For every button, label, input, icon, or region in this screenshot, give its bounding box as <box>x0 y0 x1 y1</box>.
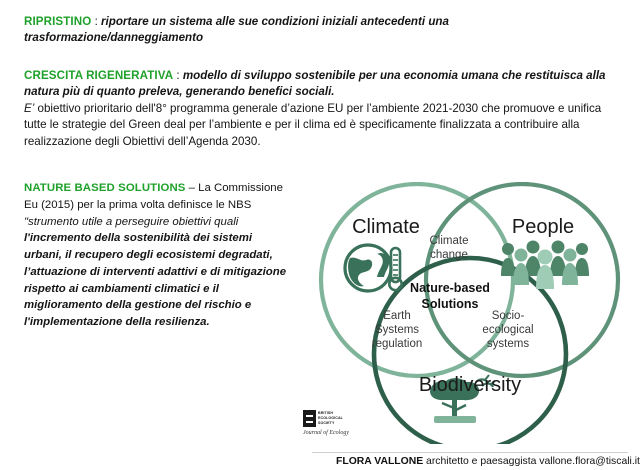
logo-line-1: BRITISH <box>318 411 334 416</box>
paragraph-crescita-rigenerativa <box>24 68 624 150</box>
footer-author-name: FLORA VALLONE <box>336 456 424 467</box>
nbs-quote-bold: l'incremento della sostenibilità dei sistemi urbani, il recupero degli ecosistemi degradati, l’attuazione di interventi adattivi e di mitigazione rispetto ai cambiamenti climatici e il miglioramento della gestione del rischio e l'implementazione della resilienza. <box>24 232 287 329</box>
footer-divider <box>312 452 628 453</box>
venn-label-climate-change <box>430 235 469 261</box>
venn-label-biodiversity: Biodiversity <box>418 374 522 396</box>
term-crescita: CRESCITA RIGENERATIVA <box>24 69 174 82</box>
logo-wordmark <box>318 411 343 426</box>
footer-credit <box>336 456 640 467</box>
venn-label-climate: Climate <box>352 216 420 238</box>
paragraph-ripristino <box>24 14 624 47</box>
definition-crescita: modello di sviluppo sostenibile per una economia umana che restituisca alla natura più di quanto preleva, generando benefici sociali. <box>24 69 606 99</box>
logo-mark <box>303 409 365 428</box>
logo-line-2: ECOLOGICAL <box>318 416 343 421</box>
venn-diagram <box>300 182 640 444</box>
svg-text:Solutions: Solutions <box>421 297 479 311</box>
svg-text:change: change <box>430 249 468 261</box>
svg-text:regulation: regulation <box>371 338 423 350</box>
venn-label-center <box>410 281 490 311</box>
svg-text:ecological: ecological <box>482 324 534 336</box>
separator-crescita: : <box>173 69 183 82</box>
logo-line-3: SOCIETY <box>318 420 335 425</box>
footer-author-email: vallone.flora@tiscali.it <box>539 456 640 467</box>
nbs-quote-light: "strumento utile a perseguire obiettivi quali <box>24 215 239 228</box>
logo-e-glyph-icon <box>303 410 316 427</box>
svg-text:Nature-based: Nature-based <box>410 281 490 295</box>
crescita-body: obiettivo prioritario dell'8° programma generale d’azione EU per l’ambiente 2021-2030 che promuove e unifica tutte le strategie del Green deal per l’ambiente e per il clima ed è specificamente finalizzata a contribuire alla realizzazione degli Obiettivi dell’Agenda 2030. <box>24 101 602 148</box>
venn-label-socio-ecological <box>482 310 533 350</box>
venn-label-earth-systems <box>372 310 423 350</box>
term-ripristino: RIPRISTINO <box>24 15 92 28</box>
footer-author-role: architetto e paesaggista <box>423 456 540 467</box>
svg-text:Socio-: Socio- <box>491 310 525 322</box>
british-ecological-society-logo <box>303 409 369 436</box>
nbs-intro: – La Commissione Eu (2015) per la prima volta definisce le NBS <box>24 182 283 211</box>
svg-text:systems: systems <box>486 338 530 350</box>
svg-text:Systems: Systems <box>374 324 420 336</box>
paragraph-nature-based-solutions <box>24 180 292 331</box>
logo-journal-title: Journal of Ecology <box>303 430 349 436</box>
svg-text:Earth: Earth <box>383 310 411 322</box>
venn-label-people: People <box>511 216 575 238</box>
separator-ripristino: : <box>91 15 102 28</box>
svg-text:Climate: Climate <box>429 235 469 247</box>
globe-thermometer-icon <box>345 245 402 291</box>
people-group-icon <box>501 241 589 290</box>
term-nbs: NATURE BASED SOLUTIONS <box>24 182 186 194</box>
definition-ripristino: riportare un sistema alle sue condizioni iniziali antecedenti una trasformazione/danneggiamento <box>24 15 449 45</box>
crescita-body-lead: E’ <box>24 101 35 115</box>
